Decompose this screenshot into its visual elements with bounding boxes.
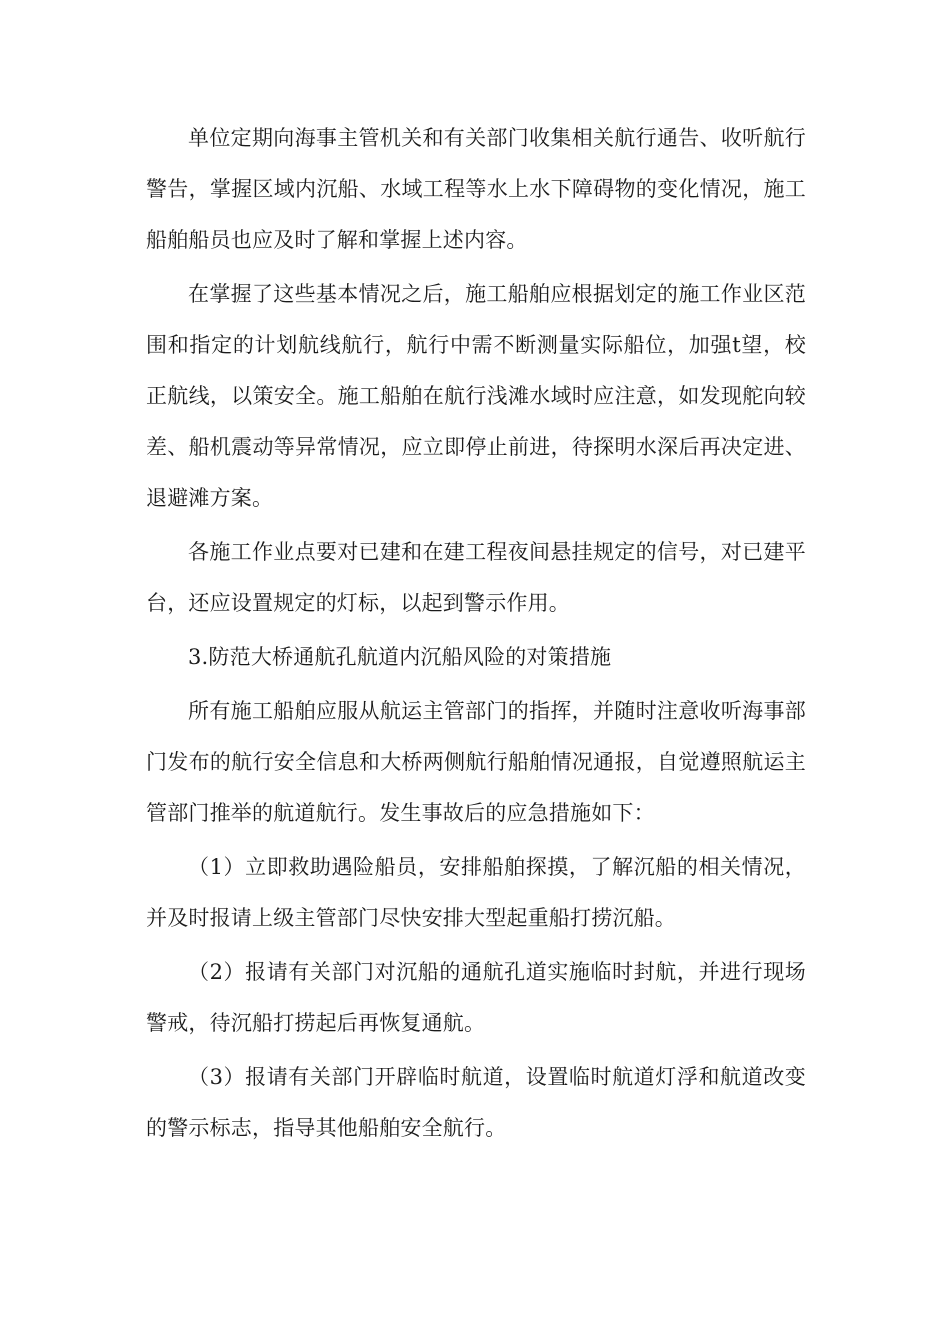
list-item-1: （1）立即救助遇险船员，安排船舶探摸，了解沉船的相关情况，并及时报请上级主管部门尽快安排大型起重船打捞沉船。 [146, 855, 806, 930]
paragraph-signals: 各施工作业点要对已建和在建工程夜间悬挂规定的信号，对已建平台，还应设置规定的灯标，以起到警示作用。 [146, 540, 806, 615]
paragraph-command: 所有施工船舶应服从航运主管部门的指挥，并随时注意收听海事部门发布的航行安全信息和大桥两侧航行船舶情况通报，自觉遵照航运主管部门推举的航道航行。发生事故后的应急措施如下： [146, 699, 806, 825]
paragraph-navigation: 在掌握了这些基本情况之后，施工船舶应根据划定的施工作业区范围和指定的计划航线航行，航行中需不断测量实际船位，加强t望，校正航线，以策安全。施工船舶在航行浅滩水域时应注意，如发现舵向较差、船机震动等异常情况，应立即停止前进，待探明水深后再决定进、退避滩方案。 [146, 282, 806, 510]
list-item-2: （2）报请有关部门对沉船的通航孔道实施临时封航，并进行现场警戒，待沉船打捞起后再恢复通航。 [146, 960, 806, 1035]
document-body [146, 113, 806, 1157]
list-item-3: （3）报请有关部门开辟临时航道，设置临时航道灯浮和航道改变的警示标志，指导其他船舶安全航行。 [146, 1065, 806, 1140]
section-heading: 3.防范大桥通航孔航道内沉船风险的对策措施 [188, 645, 612, 669]
paragraph-notices: 单位定期向海事主管机关和有关部门收集相关航行通告、收听航行警告，掌握区域内沉船、水域工程等水上水下障碍物的变化情况，施工船舶船员也应及时了解和掌握上述内容。 [146, 126, 806, 252]
